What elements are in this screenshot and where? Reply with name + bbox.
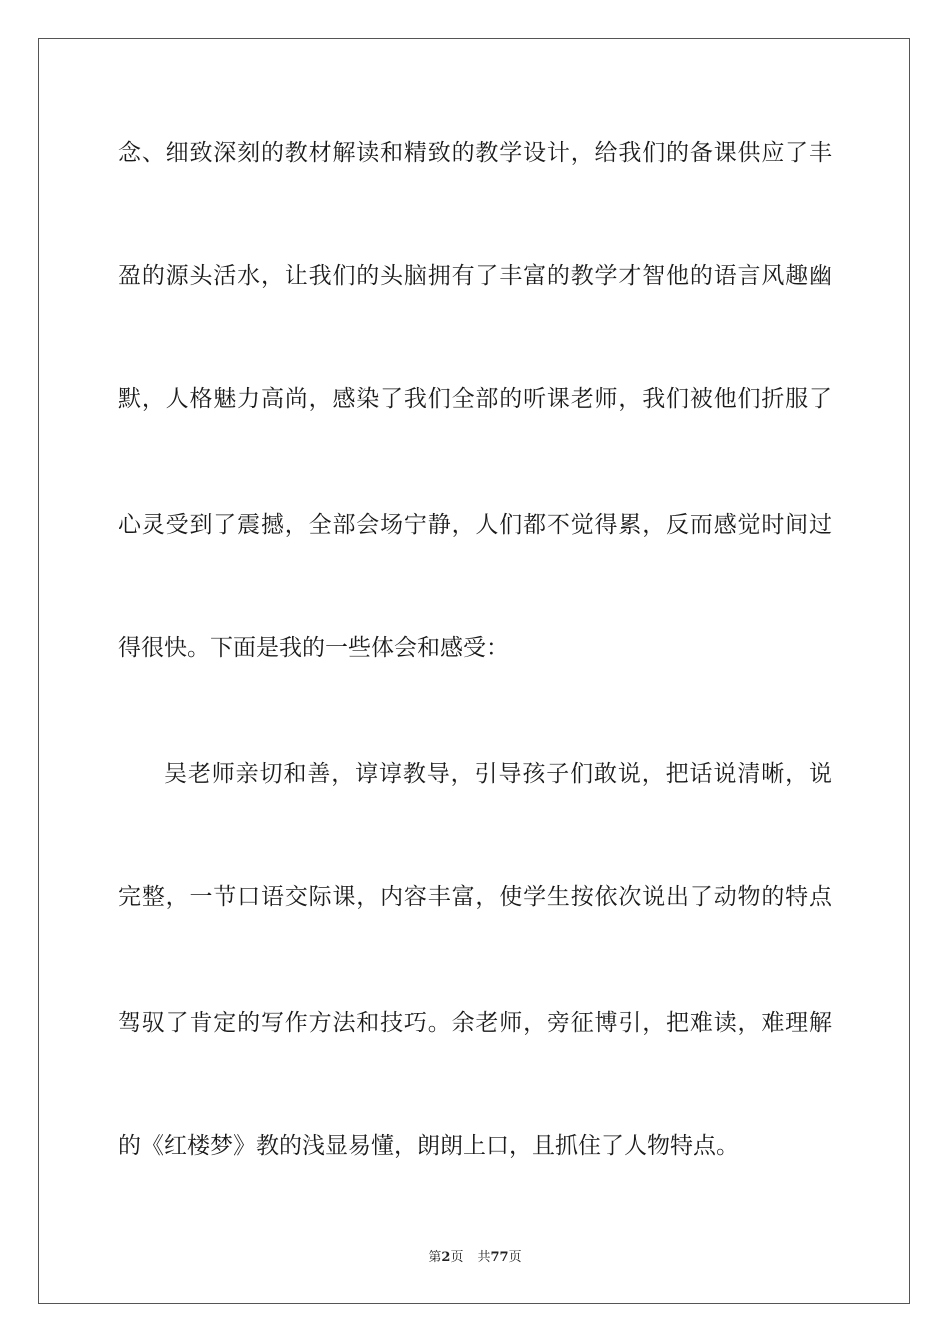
page-prefix: 第 bbox=[428, 1250, 442, 1265]
text-line-8: 驾驭了肯定的写作方法和技巧。余老师，旁征博引，把难读，难理解 bbox=[118, 1010, 832, 1036]
page-suffix: 页 bbox=[450, 1250, 464, 1265]
text-line-1: 念、细致深刻的教材解读和精致的教学设计，给我们的备课供应了丰 bbox=[118, 140, 832, 166]
total-pages: 77 bbox=[490, 1250, 509, 1265]
text-line-7: 完整，一节口语交际课，内容丰富，使学生按依次说出了动物的特点 bbox=[118, 884, 832, 910]
text-line-5: 得很快。下面是我的一些体会和感受： bbox=[118, 635, 509, 661]
page-footer bbox=[0, 1246, 950, 1265]
page-number: 2 bbox=[441, 1250, 451, 1265]
text-line-9: 的《红楼梦》教的浅显易懂，朗朗上口，且抓住了人物特点。 bbox=[118, 1133, 739, 1159]
paragraph-start-line: 吴老师亲切和善，谆谆教导，引导孩子们敢说，把话说清晰，说 bbox=[164, 761, 832, 787]
text-line-3: 默，人格魅力高尚，感染了我们全部的听课老师，我们被他们折服了 bbox=[118, 386, 832, 412]
total-suffix: 页 bbox=[508, 1250, 522, 1265]
text-line-2: 盈的源头活水，让我们的头脑拥有了丰富的教学才智他的语言风趣幽 bbox=[118, 263, 832, 289]
text-line-4: 心灵受到了震撼，全部会场宁静，人们都不觉得累，反而感觉时间过 bbox=[118, 512, 832, 538]
page-frame bbox=[38, 38, 910, 1304]
total-prefix: 共 bbox=[477, 1250, 491, 1265]
